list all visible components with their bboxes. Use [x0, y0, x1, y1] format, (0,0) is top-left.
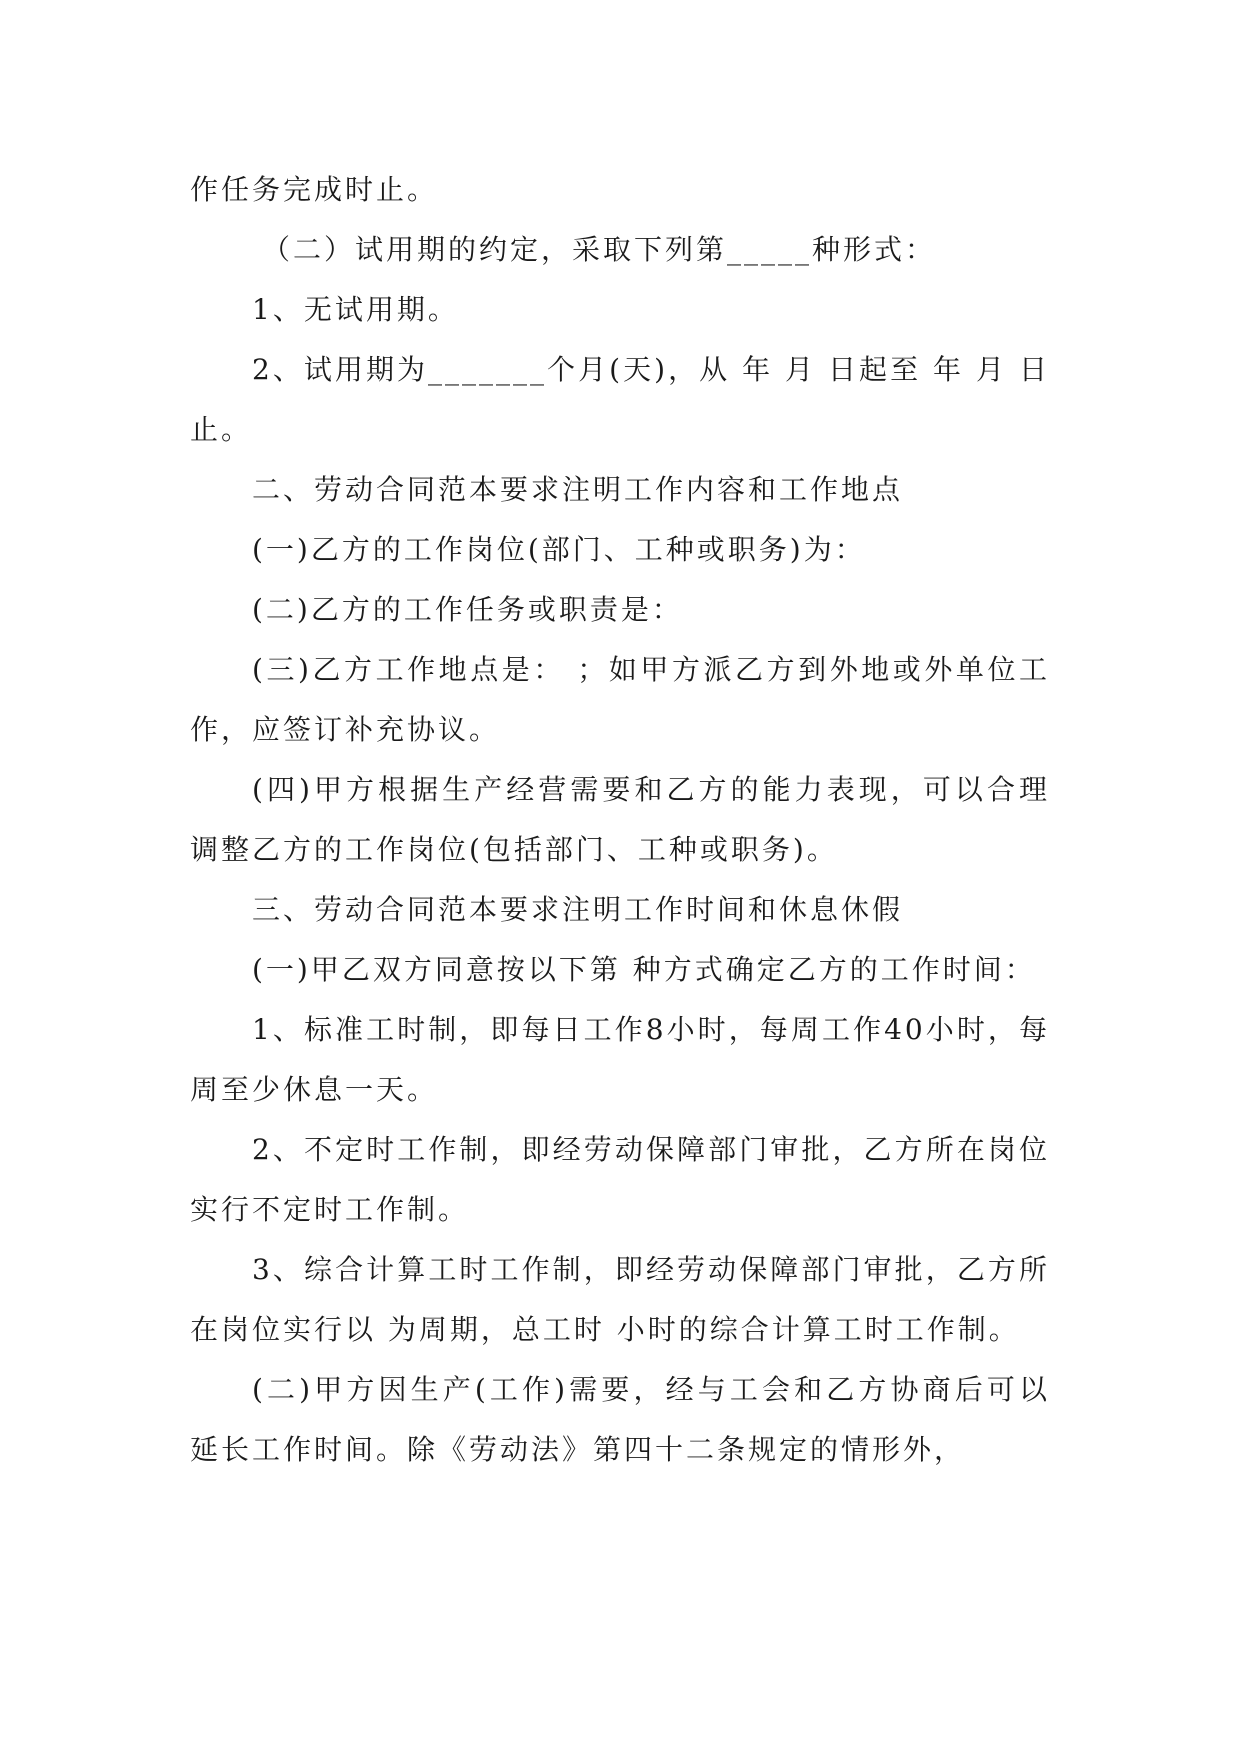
paragraph-work-hours-method: (一)甲乙双方同意按以下第 种方式确定乙方的工作时间： — [252, 953, 1036, 986]
paragraph-probation-clause: （二）试用期的约定，采取下列第_____种形式： — [262, 233, 937, 266]
section-heading-work-content: 二、劳动合同范本要求注明工作内容和工作地点 — [252, 473, 904, 506]
document-body — [190, 160, 1050, 1480]
paragraph-work-position: (一)乙方的工作岗位(部门、工种或职务)为： — [252, 533, 866, 566]
paragraph-flexible-hours: 2、不定时工作制，即经劳动保障部门审批，乙方所在岗位实行不定时工作制。 — [190, 1133, 1050, 1226]
paragraph-no-probation: 1、无试用期。 — [252, 293, 459, 326]
paragraph-overtime: (二)甲方因生产(工作)需要，经与工会和乙方协商后可以延长工作时间。除《劳动法》第四十二条规定的情形外， — [190, 1373, 1050, 1466]
section-heading-work-hours: 三、劳动合同范本要求注明工作时间和休息休假 — [252, 893, 904, 926]
paragraph-comprehensive-hours: 3、综合计算工时工作制，即经劳动保障部门审批，乙方所在岗位实行以 为周期，总工时 小时的综合计算工时工作制。 — [190, 1253, 1050, 1346]
paragraph-standard-hours: 1、标准工时制，即每日工作8小时，每周工作40小时，每周至少休息一天。 — [190, 1013, 1050, 1106]
paragraph-probation-period: 2、试用期为_______个月(天)，从 年 月 日起至 年 月 日止。 — [190, 353, 1050, 446]
paragraph-position-adjustment: (四)甲方根据生产经营需要和乙方的能力表现，可以合理调整乙方的工作岗位(包括部门、工种或职务)。 — [190, 773, 1050, 866]
paragraph-work-duties: (二)乙方的工作任务或职责是： — [252, 593, 683, 626]
paragraph-work-location: (三)乙方工作地点是： ；如甲方派乙方到外地或外单位工作，应签订补充协议。 — [190, 653, 1050, 746]
paragraph-continuation: 作任务完成时止。 — [190, 173, 439, 206]
